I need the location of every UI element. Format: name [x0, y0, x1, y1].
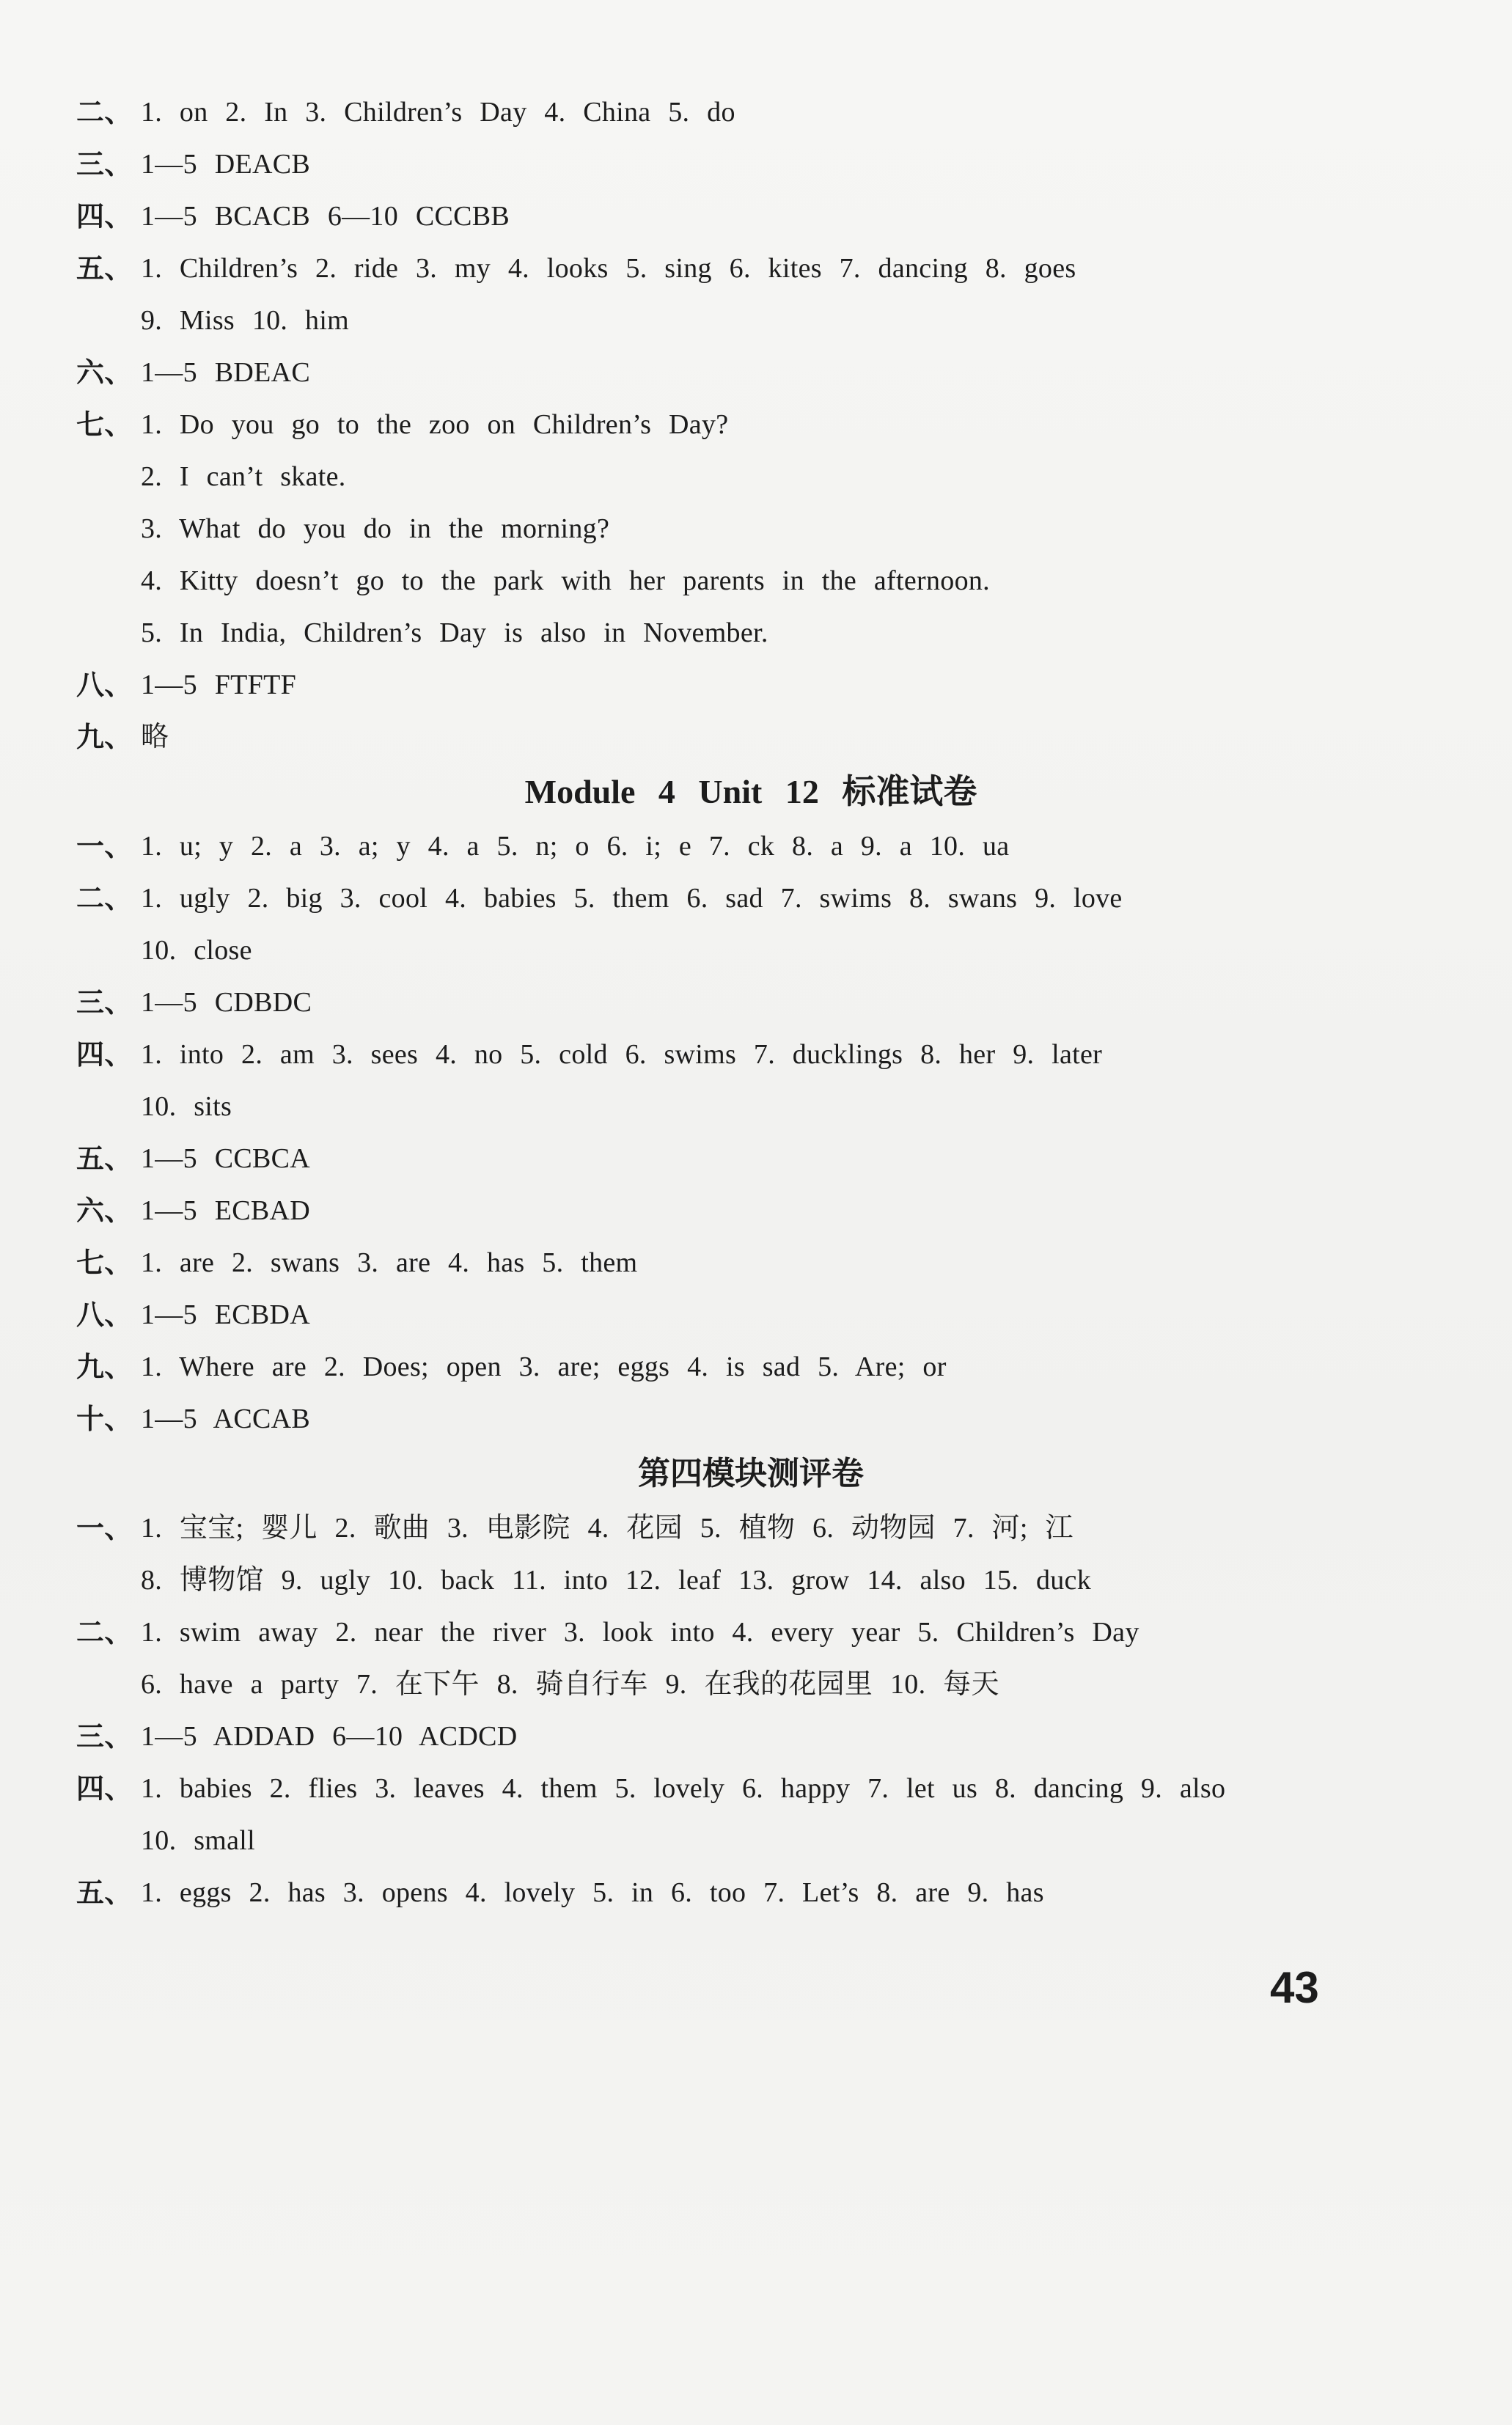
- answer-line: [76, 1659, 1396, 1711]
- answer-text: 1. are 2. swans 3. are 4. has 5. them: [141, 1247, 638, 1278]
- answer-line: [76, 659, 1396, 711]
- answer-text: 1—5 ECBDA: [141, 1299, 310, 1330]
- page-number: 43: [1270, 1963, 1319, 2012]
- answer-line: [76, 243, 1396, 295]
- answer-text: 1. on 2. In 3. Children’s Day 4. China 5. do: [141, 97, 735, 128]
- answer-text: 1—5 BCACB 6—10 CCCBB: [141, 201, 510, 232]
- answer-text: 10. small: [141, 1825, 256, 1856]
- question-number-label: 五、: [76, 1876, 133, 1909]
- answer-text: 1. eggs 2. has 3. opens 4. lovely 5. in 6. too 7. Let’s 8. are 9. has: [141, 1877, 1044, 1908]
- section-heading-module4-unit12: Module 4 Unit 12 标准试卷: [524, 773, 977, 810]
- answer-line: [76, 555, 1396, 607]
- answer-line: [76, 347, 1396, 399]
- section-heading-module4-test: 第四模块测评卷: [638, 1455, 864, 1492]
- question-number-label: 一、: [76, 830, 133, 862]
- answer-text: 2. I can’t skate.: [141, 461, 346, 492]
- question-number-label: 六、: [76, 356, 133, 389]
- answer-line: [76, 1763, 1396, 1815]
- answer-text: 10. sits: [141, 1091, 232, 1122]
- answer-line: [76, 711, 1396, 763]
- answer-line: [76, 1133, 1396, 1185]
- answer-text: 4. Kitty doesn’t go to the park with her parents in the afternoon.: [141, 565, 990, 596]
- answer-line: [76, 139, 1396, 191]
- answer-line: [76, 1503, 1396, 1555]
- answer-text: 1—5 ACCAB: [141, 1404, 311, 1434]
- question-number-label: 九、: [76, 1351, 133, 1383]
- question-number-label: 四、: [76, 200, 133, 232]
- answer-line: [76, 1029, 1396, 1081]
- answer-line: [76, 1289, 1396, 1341]
- question-number-label: 二、: [76, 96, 133, 128]
- answer-text: 6. have a party 7. 在下午 8. 骑自行车 9. 在我的花园里 10. 每天: [141, 1669, 999, 1700]
- answer-text: 略: [141, 722, 169, 752]
- answer-line: [76, 191, 1396, 243]
- answer-text: 1—5 CCBCA: [141, 1143, 311, 1174]
- question-number-label: 三、: [76, 1720, 133, 1753]
- question-number-label: 三、: [76, 148, 133, 180]
- answer-line: [76, 1185, 1396, 1237]
- answer-text: 1—5 ADDAD 6—10 ACDCD: [141, 1721, 518, 1752]
- answer-line: [76, 1555, 1396, 1607]
- question-number-label: 五、: [76, 1142, 133, 1175]
- question-number-label: 四、: [76, 1038, 133, 1071]
- answer-block-module4-end: [76, 87, 1396, 763]
- question-number-label: 五、: [76, 252, 133, 285]
- question-number-label: 七、: [76, 1247, 133, 1279]
- answer-line: [76, 1607, 1396, 1659]
- answer-content: [76, 87, 1396, 1919]
- answer-line: [76, 1341, 1396, 1393]
- answer-text: 1—5 CDBDC: [141, 987, 312, 1018]
- answer-text: 1. u; y 2. a 3. a; y 4. a 5. n; o 6. i; e 7. ck 8. a 9. a 10. ua: [141, 831, 1010, 862]
- answer-line: [76, 399, 1396, 451]
- answer-text: 1. 宝宝; 婴儿 2. 歌曲 3. 电影院 4. 花园 5. 植物 6. 动物园 7. 河; 江: [141, 1513, 1074, 1544]
- answer-text: 1. ugly 2. big 3. cool 4. babies 5. them 6. sad 7. swims 8. swans 9. love: [141, 883, 1123, 914]
- question-number-label: 一、: [76, 1512, 133, 1544]
- answer-line: [76, 1081, 1396, 1133]
- answer-line: [76, 925, 1396, 977]
- answer-text: 1—5 BDEAC: [141, 357, 310, 388]
- answer-line: [76, 87, 1396, 139]
- answer-text: 1—5 FTFTF: [141, 669, 297, 700]
- answer-text: 1. Do you go to the zoo on Children’s Day?: [141, 409, 729, 440]
- answer-text: 1—5 DEACB: [141, 149, 310, 180]
- question-number-label: 七、: [76, 408, 133, 441]
- answer-text: 1. into 2. am 3. sees 4. no 5. cold 6. swims 7. ducklings 8. her 9. later: [141, 1039, 1103, 1070]
- answer-line: [76, 1711, 1396, 1763]
- answer-line: [76, 503, 1396, 555]
- answer-text: 8. 博物馆 9. ugly 10. back 11. into 12. leaf 13. grow 14. also 15. duck: [141, 1565, 1092, 1596]
- answer-line: [76, 607, 1396, 659]
- answer-line: [76, 873, 1396, 925]
- answer-block-module4-test: [76, 1503, 1396, 1919]
- question-number-label: 三、: [76, 986, 133, 1019]
- answer-block-unit12: [76, 821, 1396, 1445]
- answer-text: 1. swim away 2. near the river 3. look into 4. every year 5. Children’s Day: [141, 1617, 1139, 1648]
- answer-line: [76, 1867, 1396, 1919]
- answer-line: [76, 977, 1396, 1029]
- answer-text: 1. babies 2. flies 3. leaves 4. them 5. lovely 6. happy 7. let us 8. dancing 9. also: [141, 1773, 1226, 1804]
- question-number-label: 十、: [76, 1403, 133, 1435]
- question-number-label: 二、: [76, 882, 133, 914]
- answer-line: [76, 1815, 1396, 1867]
- answer-text: 1. Where are 2. Does; open 3. are; eggs 4. is sad 5. Are; or: [141, 1351, 947, 1382]
- answer-text: 1. Children’s 2. ride 3. my 4. looks 5. sing 6. kites 7. dancing 8. goes: [141, 253, 1076, 284]
- question-number-label: 八、: [76, 669, 133, 701]
- answer-text: 5. In India, Children’s Day is also in November.: [141, 617, 768, 648]
- answer-line: [76, 451, 1396, 503]
- question-number-label: 九、: [76, 721, 133, 753]
- question-number-label: 四、: [76, 1772, 133, 1805]
- answer-line: [76, 1237, 1396, 1289]
- answer-line: [76, 295, 1396, 347]
- answer-text: 9. Miss 10. him: [141, 305, 350, 336]
- answer-line: [76, 821, 1396, 873]
- answer-line: [76, 1393, 1396, 1445]
- answer-text: 1—5 ECBAD: [141, 1195, 310, 1226]
- answer-text: 10. close: [141, 935, 252, 966]
- answer-text: 3. What do you do in the morning?: [141, 513, 610, 544]
- question-number-label: 六、: [76, 1195, 133, 1227]
- question-number-label: 八、: [76, 1299, 133, 1331]
- question-number-label: 二、: [76, 1616, 133, 1648]
